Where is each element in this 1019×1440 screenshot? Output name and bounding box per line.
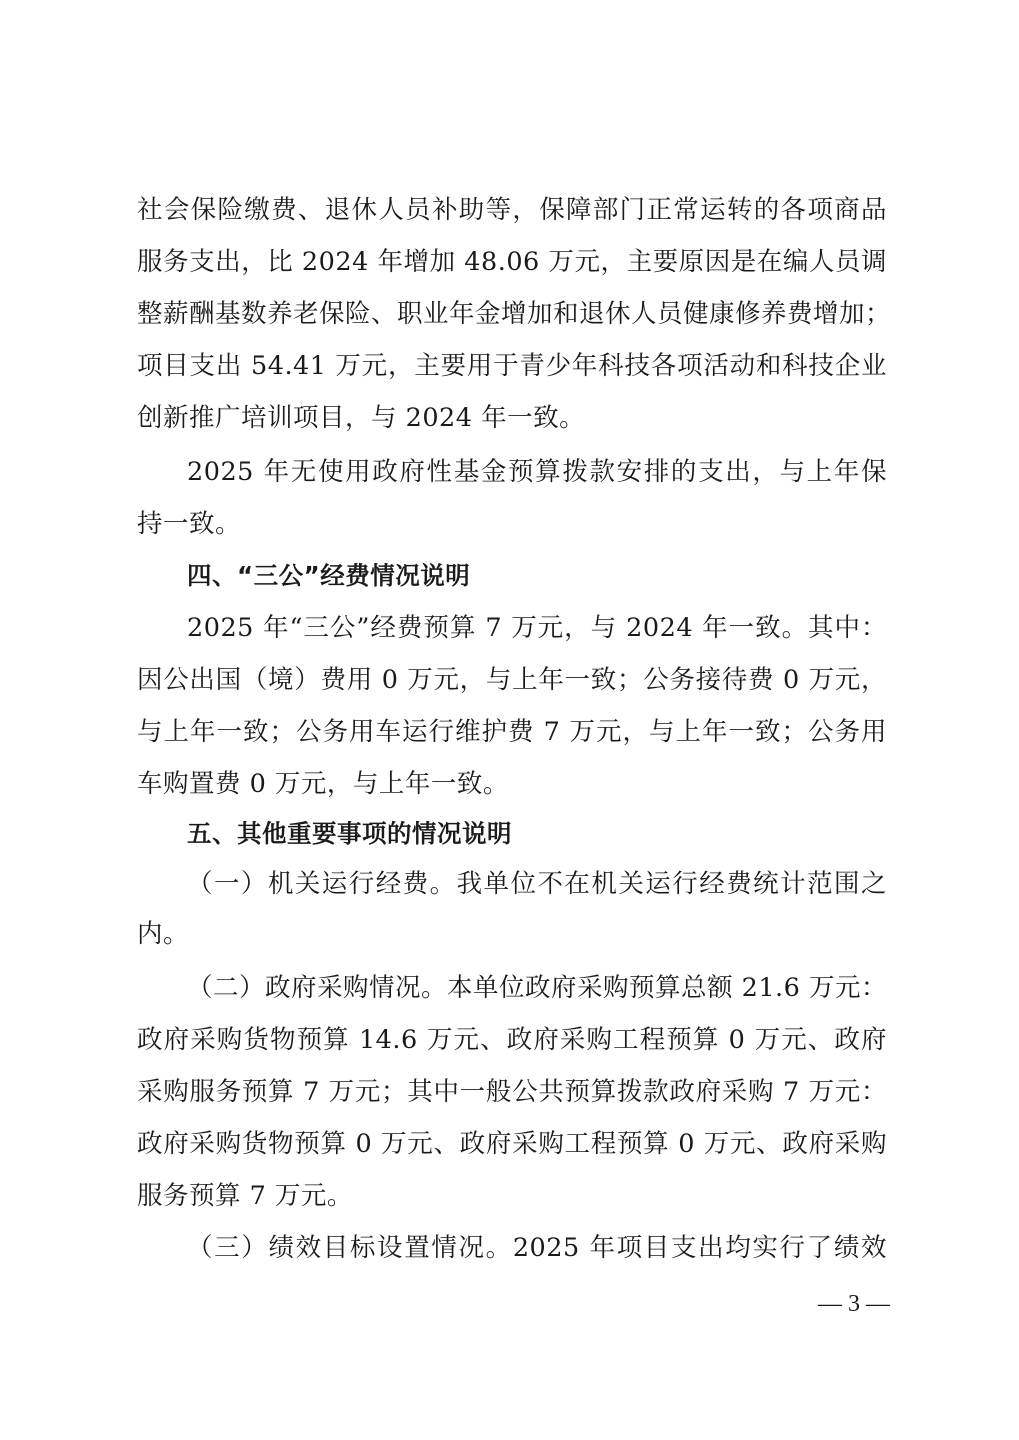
body-line: 项目支出 54.41 万元，主要用于青少年科技各项活动和科技企业	[137, 351, 887, 381]
body-line: 内。	[137, 919, 190, 949]
section-heading: 四、“三公”经费情况说明	[187, 561, 471, 590]
body-line: 与上年一致；公务用车运行维护费 7 万元，与上年一致；公务用	[137, 717, 887, 747]
body-line: 服务支出，比 2024 年增加 48.06 万元，主要原因是在编人员调	[137, 247, 887, 277]
body-line: 因公出国（境）费用 0 万元，与上年一致；公务接待费 0 万元，	[137, 665, 887, 695]
body-line: 服务预算 7 万元。	[137, 1181, 353, 1211]
body-line: 社会保险缴费、退休人员补助等，保障部门正常运转的各项商品	[137, 195, 887, 225]
body-line: （二）政府采购情况。本单位政府采购预算总额 21.6 万元：	[187, 973, 887, 1003]
body-line: 持一致。	[137, 509, 242, 539]
body-line: 政府采购货物预算 0 万元、政府采购工程预算 0 万元、政府采购	[137, 1129, 887, 1159]
page-number: — 3 —	[818, 1291, 890, 1317]
body-line: （一）机关运行经费。我单位不在机关运行经费统计范围之	[187, 869, 887, 899]
body-line: 车购置费 0 万元，与上年一致。	[137, 769, 509, 799]
body-line: （三）绩效目标设置情况。2025 年项目支出均实行了绩效	[187, 1233, 887, 1263]
body-line: 政府采购货物预算 14.6 万元、政府采购工程预算 0 万元、政府	[137, 1025, 887, 1055]
body-line: 整薪酬基数养老保险、职业年金增加和退休人员健康修养费增加；	[137, 299, 892, 329]
body-line: 创新推广培训项目，与 2024 年一致。	[137, 403, 586, 433]
body-line: 2025 年“三公”经费预算 7 万元，与 2024 年一致。其中：	[187, 613, 887, 643]
section-heading: 五、其他重要事项的情况说明	[187, 819, 512, 848]
body-line: 采购服务预算 7 万元；其中一般公共预算拨款政府采购 7 万元：	[137, 1077, 887, 1107]
body-line: 2025 年无使用政府性基金预算拨款安排的支出，与上年保	[187, 457, 887, 487]
